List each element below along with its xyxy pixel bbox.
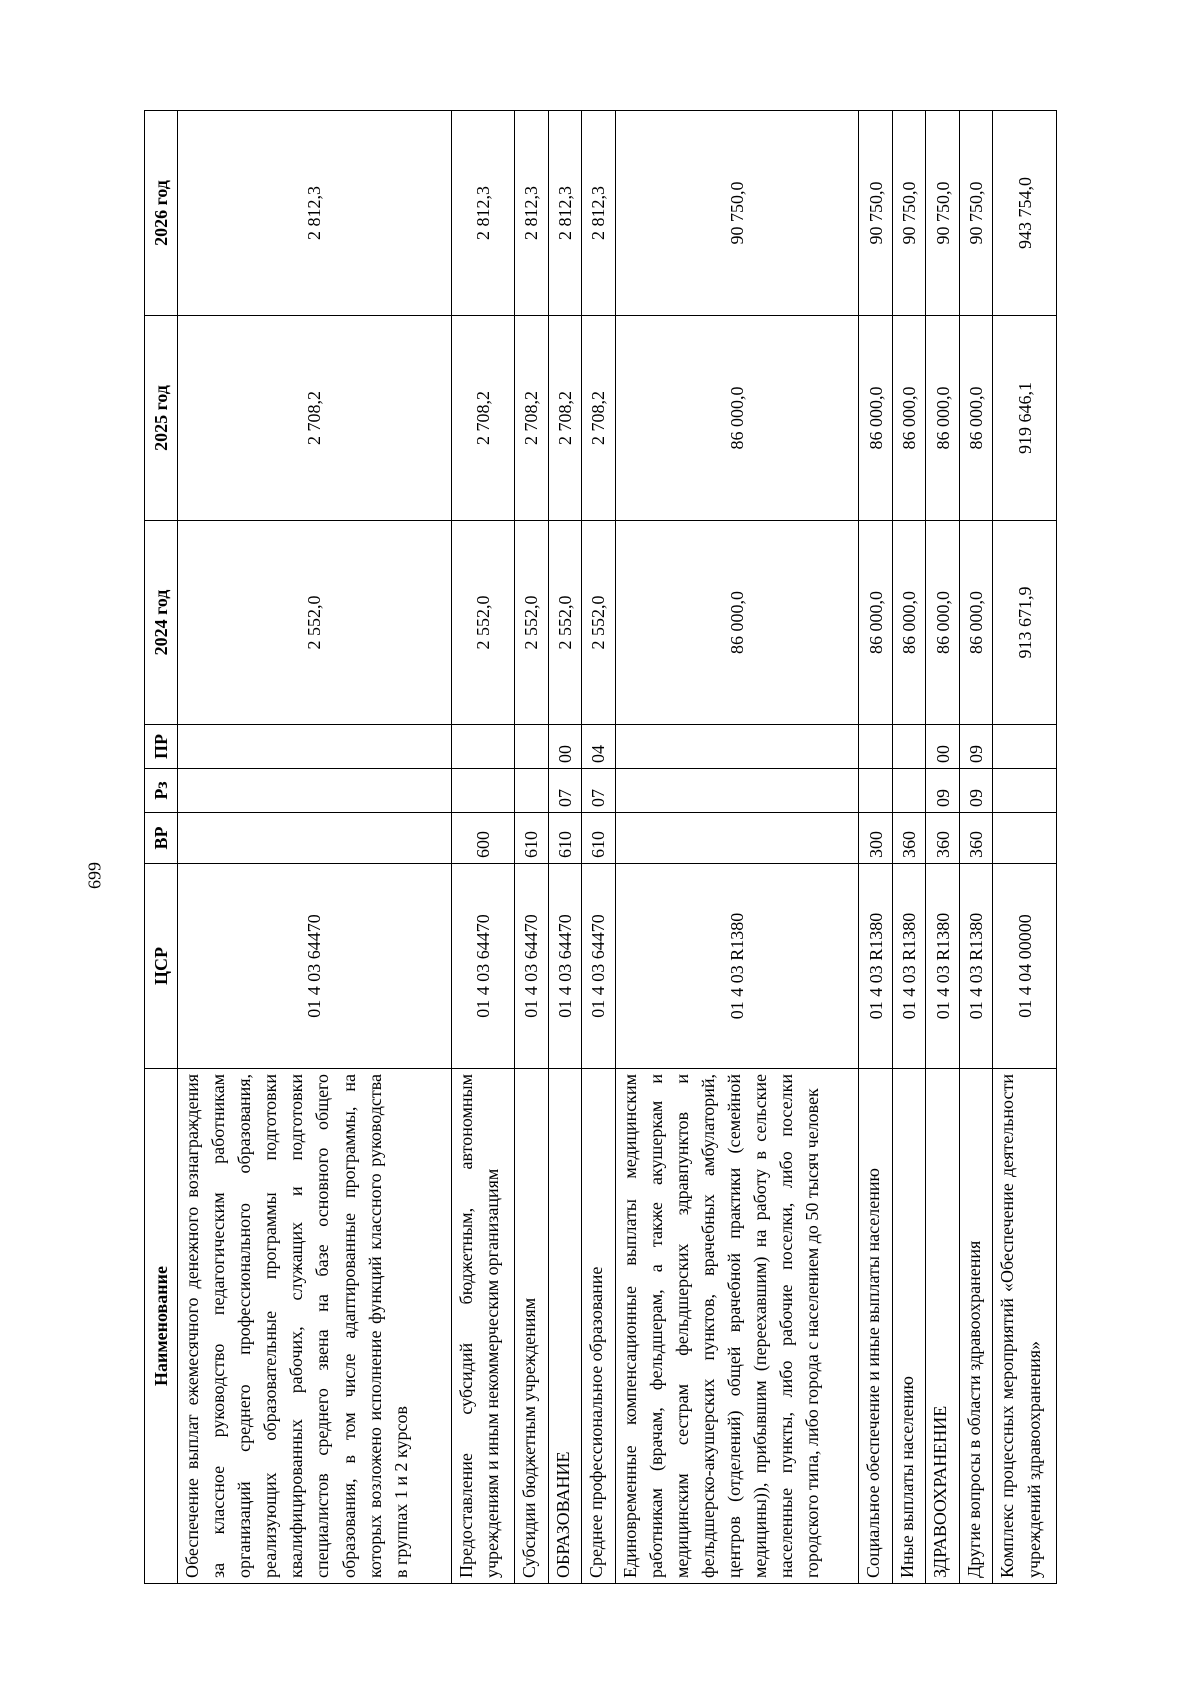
cell-name: Единовременные компенсационные выплаты медицинским работникам (врачам, фельдшерам, а также акушеркам и медицинским сестрам фельдшерских здравпунктов и фельдшерско-акушерских пунктов, врачебных амбулаторий, центров (отделений) общей врачебной практики (семейной медицины)), прибывшим (переехавшим) на работу в сельские населенные пункты, либо рабочие поселки, либо поселки городского типа, либо города с населением до 50 тысяч человек <box>615 1069 859 1584</box>
cell-name: Обеспечение выплат ежемесячного денежного вознаграждения за классное руководство педагогическим работникам организаций среднего профессионального образования, реализующих образовательные программы подготовки квалифицированных рабочих, служащих и подготовки специалистов среднего звена на базе основного общего образования, в том числе адаптированные программы, на которых возложено исполнение функций классного руководства в группах 1 и 2 курсов <box>178 1069 452 1584</box>
cell-2026: 90 750,0 <box>959 111 992 316</box>
cell-2025: 2 708,2 <box>178 316 452 521</box>
header-csr: ЦСР <box>145 864 178 1069</box>
table-row <box>859 111 892 1584</box>
header-2024: 2024 год <box>145 521 178 725</box>
cell-rz <box>892 769 925 813</box>
cell-2025: 86 000,0 <box>959 316 992 521</box>
header-rz: Рз <box>145 769 178 813</box>
cell-2026: 2 812,3 <box>548 111 581 316</box>
cell-rz <box>451 769 515 813</box>
cell-pr <box>993 725 1057 769</box>
cell-2025: 86 000,0 <box>615 316 859 521</box>
cell-rz <box>993 769 1057 813</box>
header-2025: 2025 год <box>145 316 178 521</box>
cell-csr: 01 4 03 R1380 <box>926 864 959 1069</box>
cell-2025: 2 708,2 <box>451 316 515 521</box>
cell-name: Другие вопросы в области здравоохранения <box>959 1069 992 1584</box>
header-2026: 2026 год <box>145 111 178 316</box>
cell-2026: 90 750,0 <box>926 111 959 316</box>
cell-name: ЗДРАВООХРАНЕНИЕ <box>926 1069 959 1584</box>
cell-2025: 86 000,0 <box>859 316 892 521</box>
cell-vr <box>178 813 452 864</box>
cell-vr: 360 <box>892 813 925 864</box>
cell-csr: 01 4 03 64470 <box>548 864 581 1069</box>
cell-2026: 2 812,3 <box>451 111 515 316</box>
cell-2024: 86 000,0 <box>926 521 959 725</box>
cell-rz: 09 <box>959 769 992 813</box>
cell-csr: 01 4 03 R1380 <box>859 864 892 1069</box>
cell-2024: 2 552,0 <box>515 521 548 725</box>
cell-pr <box>615 725 859 769</box>
cell-rz: 07 <box>582 769 615 813</box>
cell-csr: 01 4 03 R1380 <box>892 864 925 1069</box>
cell-2025: 2 708,2 <box>548 316 581 521</box>
table-row <box>993 111 1057 1584</box>
cell-vr: 610 <box>515 813 548 864</box>
cell-2026: 2 812,3 <box>515 111 548 316</box>
cell-pr <box>892 725 925 769</box>
cell-name: Субсидии бюджетным учреждениям <box>515 1069 548 1584</box>
cell-csr: 01 4 03 64470 <box>178 864 452 1069</box>
cell-2026: 90 750,0 <box>859 111 892 316</box>
cell-name: Среднее профессиональное образование <box>582 1069 615 1584</box>
cell-vr: 610 <box>548 813 581 864</box>
cell-2026: 90 750,0 <box>615 111 859 316</box>
cell-name: Предоставление субсидий бюджетным, автономным учреждениям и иным некоммерческим организациям <box>451 1069 515 1584</box>
table-row <box>548 111 581 1584</box>
cell-name: Социальное обеспечение и иные выплаты населению <box>859 1069 892 1584</box>
cell-vr: 610 <box>582 813 615 864</box>
cell-vr <box>993 813 1057 864</box>
cell-2024: 86 000,0 <box>615 521 859 725</box>
cell-rz: 09 <box>926 769 959 813</box>
budget-table <box>144 110 1057 1584</box>
cell-2024: 86 000,0 <box>892 521 925 725</box>
cell-2026: 2 812,3 <box>178 111 452 316</box>
cell-rz <box>859 769 892 813</box>
cell-2024: 2 552,0 <box>451 521 515 725</box>
cell-2024: 86 000,0 <box>959 521 992 725</box>
cell-vr: 300 <box>859 813 892 864</box>
cell-pr <box>515 725 548 769</box>
table-header-row <box>145 111 178 1584</box>
cell-2025: 2 708,2 <box>515 316 548 521</box>
cell-csr: 01 4 03 64470 <box>515 864 548 1069</box>
table-row <box>451 111 515 1584</box>
cell-rz <box>515 769 548 813</box>
cell-vr: 360 <box>926 813 959 864</box>
cell-pr: 04 <box>582 725 615 769</box>
cell-csr: 01 4 03 R1380 <box>615 864 859 1069</box>
header-pr: ПР <box>145 725 178 769</box>
cell-2024: 913 671,9 <box>993 521 1057 725</box>
cell-rz: 07 <box>548 769 581 813</box>
rotated-budget-table-container <box>144 111 1057 1584</box>
cell-2026: 943 754,0 <box>993 111 1057 316</box>
table-row <box>926 111 959 1584</box>
cell-csr: 01 4 03 64470 <box>451 864 515 1069</box>
cell-csr: 01 4 03 R1380 <box>959 864 992 1069</box>
table-row <box>515 111 548 1584</box>
cell-vr: 360 <box>959 813 992 864</box>
cell-2025: 86 000,0 <box>892 316 925 521</box>
header-vr: ВР <box>145 813 178 864</box>
cell-2024: 2 552,0 <box>548 521 581 725</box>
cell-2025: 86 000,0 <box>926 316 959 521</box>
cell-vr <box>615 813 859 864</box>
cell-name: Комплекс процессных мероприятий «Обеспечение деятельности учреждений здравоохранения» <box>993 1069 1057 1584</box>
cell-vr: 600 <box>451 813 515 864</box>
cell-2024: 2 552,0 <box>178 521 452 725</box>
table-row <box>615 111 859 1584</box>
cell-pr <box>178 725 452 769</box>
cell-name: Иные выплаты населению <box>892 1069 925 1584</box>
cell-rz <box>178 769 452 813</box>
cell-rz <box>615 769 859 813</box>
cell-2025: 2 708,2 <box>582 316 615 521</box>
table-row <box>892 111 925 1584</box>
cell-pr: 09 <box>959 725 992 769</box>
cell-2025: 919 646,1 <box>993 316 1057 521</box>
cell-pr: 00 <box>548 725 581 769</box>
table-row <box>582 111 615 1584</box>
cell-2026: 90 750,0 <box>892 111 925 316</box>
cell-2026: 2 812,3 <box>582 111 615 316</box>
cell-2024: 2 552,0 <box>582 521 615 725</box>
cell-pr <box>451 725 515 769</box>
cell-2024: 86 000,0 <box>859 521 892 725</box>
cell-pr: 00 <box>926 725 959 769</box>
page-number: 699 <box>84 862 105 889</box>
cell-name: ОБРАЗОВАНИЕ <box>548 1069 581 1584</box>
cell-csr: 01 4 04 00000 <box>993 864 1057 1069</box>
cell-csr: 01 4 03 64470 <box>582 864 615 1069</box>
cell-pr <box>859 725 892 769</box>
table-row <box>178 111 452 1584</box>
table-row <box>959 111 992 1584</box>
header-name: Наименование <box>145 1069 178 1584</box>
